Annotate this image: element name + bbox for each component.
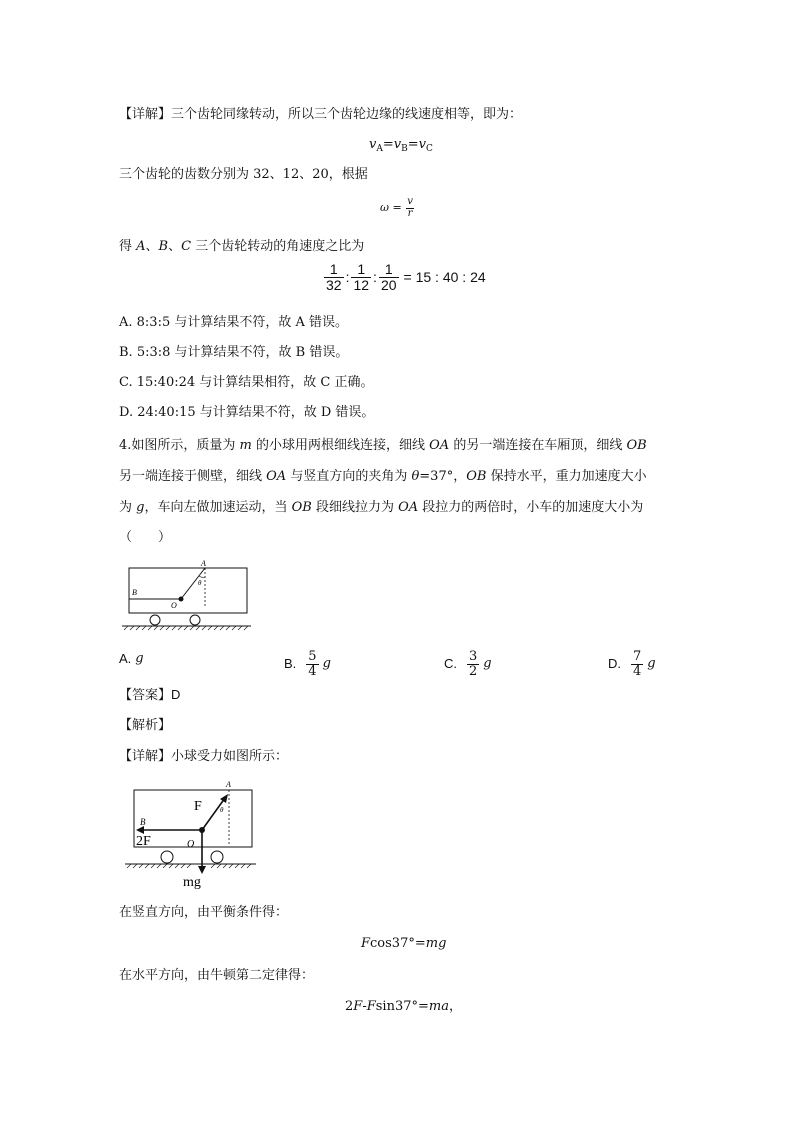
fraction-5-4: $\frac{5}{4}$: [308, 649, 317, 679]
answer-line: [119, 686, 180, 705]
velocity-equation: $v_A=v_B=v_C$: [369, 137, 433, 154]
detail-paragraph-1: [119, 106, 522, 124]
analysis-label: 【解析】: [119, 718, 172, 733]
label-mg: mg: [183, 875, 201, 890]
label-theta-2: θ: [220, 806, 224, 814]
force-mg-arrowhead: [198, 866, 206, 874]
question-4-line-2: 另一端连接于侧壁，细线 OA 与竖直方向的夹角为 θ=37°，OB 保持水平，重力加速度大小: [119, 469, 647, 484]
force-f-arrowhead: [220, 794, 228, 803]
label-o: O: [171, 601, 177, 610]
v-over-r-fraction: $\frac{v}{r}$: [407, 196, 413, 219]
force-2f-arrowhead: [136, 826, 144, 834]
ground-hatching: [124, 626, 248, 630]
prev-option-b: B. 5:3:8 与计算结果不符，故 B 错误。: [119, 345, 349, 360]
answer-label: 【答案】: [119, 688, 172, 703]
detail-label: 【详解】: [119, 107, 172, 122]
force-diagram: [119, 774, 259, 892]
left-wheel: [150, 615, 160, 625]
horizontal-equation: 2F-Fsin37°=ma，: [345, 999, 462, 1014]
angle-arc: [199, 576, 205, 577]
prev-option-c: C. 15:40:24 与计算结果相符，故 C 正确。: [119, 375, 374, 390]
ground-hatching-2: [127, 864, 251, 868]
label-b-2: B: [140, 817, 146, 827]
choice-b[interactable]: B. $\frac{5}{4}$ g: [284, 649, 331, 679]
label-a-2: A: [226, 780, 231, 789]
ratio-equation: $\frac{1}{32}$ : $\frac{1}{12}$ : $\frac{1}{20}$ = 15 : 40 : 24: [326, 261, 486, 293]
horizontal-direction-text: 在水平方向，由牛顿第二定律得：: [119, 968, 315, 983]
detail-paragraph-2: 【详解】小球受力如图所示：: [119, 749, 289, 764]
right-wheel: [190, 615, 200, 625]
fraction-3-2: $\frac{3}{2}$: [469, 649, 478, 679]
right-wheel-2: [211, 851, 223, 863]
label-2f: 2F: [136, 834, 151, 849]
left-wheel-2: [161, 851, 173, 863]
fraction-7-4: $\frac{7}{4}$: [633, 649, 642, 679]
question-4-line-4: （ ）: [119, 530, 172, 545]
fraction-1-12: $\frac{1}{12}$: [353, 261, 370, 293]
question-4-line-3: 为 g，车向左做加速运动，当 OB 段细线拉力为 OA 段拉力的两倍时，小车的加速度大小为: [119, 500, 644, 515]
label-f: F: [194, 799, 202, 814]
angular-ratio-text: 得 A、B、C 三个齿轮转动的角速度之比为: [119, 239, 365, 254]
fraction-1-32: $\frac{1}{32}$: [326, 261, 342, 293]
label-b: B: [132, 588, 137, 597]
ball: [179, 597, 184, 602]
label-a: A: [201, 559, 206, 568]
choice-c[interactable]: C. $\frac{3}{2}$ g: [444, 649, 492, 679]
prev-option-d: D. 24:40:15 与计算结果不符，故 D 错误。: [119, 405, 375, 420]
prev-option-a: A. 8:3:5 与计算结果不符，故 A 错误。: [119, 315, 349, 330]
detail-text: 三个齿轮同缘转动，所以三个齿轮边缘的线速度相等，即为：: [171, 107, 523, 122]
vertical-direction-text: 在竖直方向，由平衡条件得：: [119, 905, 289, 920]
label-theta: θ: [198, 579, 202, 587]
force-f-arrow: [202, 798, 225, 830]
cart-figure: [119, 556, 259, 636]
choice-d[interactable]: D. $\frac{7}{4}$ g: [608, 649, 656, 679]
label-o-2: O: [187, 839, 195, 850]
ball-2: [199, 827, 205, 833]
teeth-count-text: 三个齿轮的齿数分别为 32、12、20，根据: [119, 167, 368, 182]
choice-a[interactable]: A. g: [119, 651, 144, 666]
fraction-1-20: $\frac{1}{20}$: [380, 261, 397, 293]
question-4-line-1: 4.如图所示，质量为 m 的小球用两根细线连接，细线 OA 的另一端连接在车厢顶，细线 OB: [119, 438, 647, 453]
omega-equation: ω = $\frac{v}{r}$: [380, 196, 413, 219]
answer-value: D: [171, 687, 181, 702]
vertical-equation: Fcos37°=mg: [361, 936, 447, 951]
